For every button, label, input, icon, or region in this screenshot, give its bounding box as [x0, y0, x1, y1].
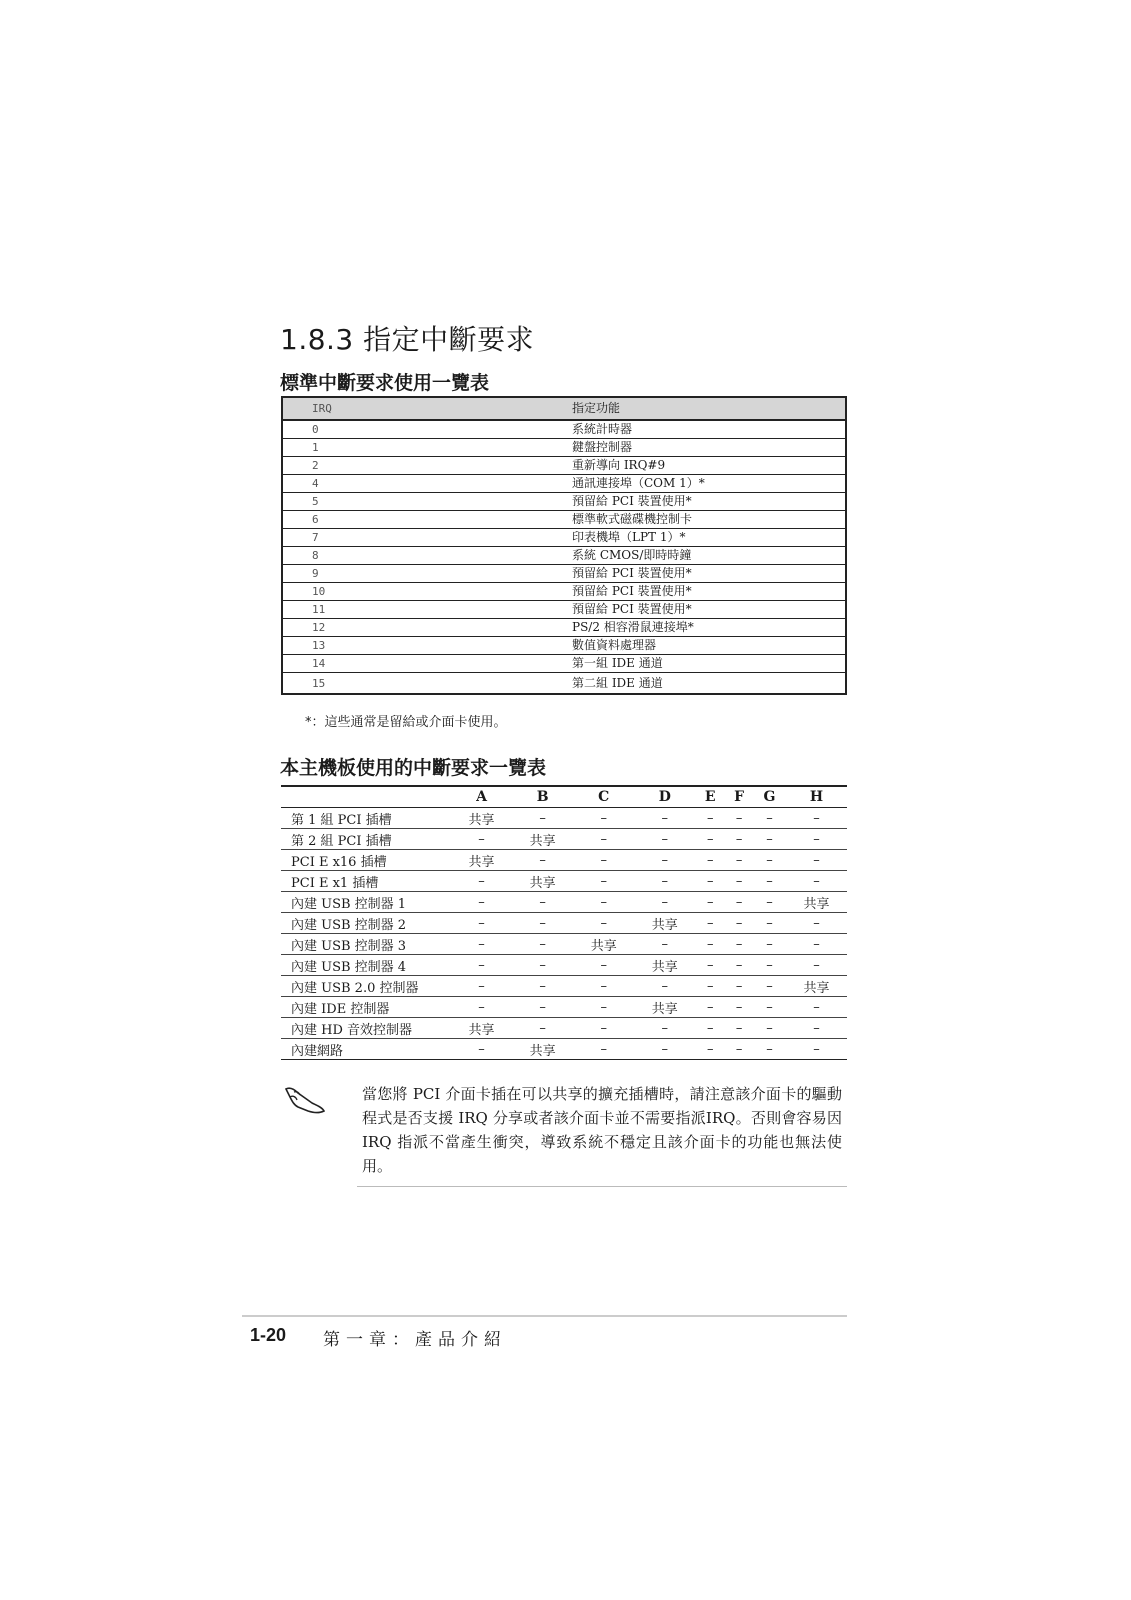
share-cell: – [695, 976, 725, 997]
irq-number-cell: 13 [282, 637, 542, 655]
share-cell: – [786, 934, 847, 955]
share-cell: – [753, 1039, 786, 1060]
irq-table-row [282, 655, 846, 673]
share-cell: – [634, 871, 695, 892]
device-name-cell: 內建網路 [281, 1039, 451, 1060]
device-name-cell: 內建 USB 控制器 1 [281, 892, 451, 913]
share-cell: – [725, 997, 753, 1018]
page-number: 1-20 [250, 1325, 287, 1345]
hand-pointing-icon [284, 1083, 326, 1115]
share-table-title: 本主機板使用的中斷要求一覽表 [280, 757, 547, 779]
share-cell: – [573, 808, 634, 829]
share-table-row [281, 808, 847, 829]
share-header-int: G [753, 786, 786, 808]
share-cell: – [695, 997, 725, 1018]
share-cell: – [725, 976, 753, 997]
share-cell: 共享 [573, 934, 634, 955]
share-table-row [281, 997, 847, 1018]
share-cell: – [512, 997, 573, 1018]
share-cell: – [634, 1018, 695, 1039]
share-table-row [281, 955, 847, 976]
share-cell: 共享 [451, 808, 512, 829]
device-name-cell: 內建 HD 音效控制器 [281, 1018, 451, 1039]
irq-function-cell: 數值資料處理器 [542, 637, 846, 655]
share-cell: – [786, 1018, 847, 1039]
share-cell: – [512, 913, 573, 934]
share-cell: – [573, 976, 634, 997]
irq-table-row [282, 547, 846, 565]
share-table-row [281, 850, 847, 871]
device-name-cell: 第 1 組 PCI 插槽 [281, 808, 451, 829]
irq-number-cell: 0 [282, 420, 542, 439]
irq-table-row [282, 475, 846, 493]
share-cell: 共享 [512, 1039, 573, 1060]
share-cell: – [451, 1039, 512, 1060]
share-cell: – [451, 955, 512, 976]
irq-table-row [282, 565, 846, 583]
device-name-cell: PCI E x16 插槽 [281, 850, 451, 871]
share-cell: – [725, 913, 753, 934]
share-cell: 共享 [786, 976, 847, 997]
share-cell: – [451, 976, 512, 997]
note-box [357, 1082, 847, 1187]
footer-divider [242, 1315, 847, 1317]
share-table-header-row [281, 786, 847, 808]
irq-number-cell: 15 [312, 676, 326, 690]
share-cell: – [786, 808, 847, 829]
share-cell: – [695, 1039, 725, 1060]
irq-table-row [282, 439, 846, 457]
share-table-row [281, 1039, 847, 1060]
irq-function-cell: 第二組 IDE 通道 [572, 675, 663, 690]
share-cell: – [695, 892, 725, 913]
irq-number-cell: 2 [282, 457, 542, 475]
share-header-int: C [573, 786, 634, 808]
irq-number-cell: 5 [282, 493, 542, 511]
device-name-cell: PCI E x1 插槽 [281, 871, 451, 892]
share-cell: – [573, 871, 634, 892]
share-cell: 共享 [512, 871, 573, 892]
irq-table-row [282, 583, 846, 601]
irq-table-row [282, 637, 846, 655]
share-cell: – [786, 829, 847, 850]
irq-number-cell: 1 [282, 439, 542, 457]
irq-table-row [282, 619, 846, 637]
share-header-int: F [725, 786, 753, 808]
share-table-row [281, 829, 847, 850]
share-cell: 共享 [451, 850, 512, 871]
share-cell: – [753, 808, 786, 829]
irq-table-header-row [282, 397, 846, 420]
share-cell: – [451, 892, 512, 913]
share-cell: – [786, 1039, 847, 1060]
share-header-int: H [786, 786, 847, 808]
share-cell: – [573, 1018, 634, 1039]
share-cell: – [695, 1018, 725, 1039]
share-cell: – [634, 1039, 695, 1060]
device-name-cell: 內建 USB 控制器 4 [281, 955, 451, 976]
share-cell: – [451, 913, 512, 934]
share-table-row [281, 1018, 847, 1039]
irq-number-cell: 11 [282, 601, 542, 619]
irq-table-row [282, 493, 846, 511]
share-cell: – [753, 829, 786, 850]
share-cell: – [451, 934, 512, 955]
share-cell: – [695, 955, 725, 976]
share-table-body [281, 808, 847, 1060]
share-header-int: D [634, 786, 695, 808]
share-cell: – [725, 850, 753, 871]
share-table-row [281, 892, 847, 913]
irq-number-cell: 6 [282, 511, 542, 529]
share-cell: – [753, 934, 786, 955]
irq-function-cell: 重新導向 IRQ#9 [542, 457, 846, 475]
irq-table [281, 396, 847, 695]
share-cell: – [634, 934, 695, 955]
share-cell: – [695, 829, 725, 850]
share-cell: – [786, 850, 847, 871]
irq-header-function: 指定功能 [542, 397, 846, 420]
irq-number-cell: 12 [282, 619, 542, 637]
irq-number-cell: 14 [282, 655, 542, 673]
irq-function-cell: 預留給 PCI 裝置使用* [542, 565, 846, 583]
irq-number-cell: 7 [282, 529, 542, 547]
share-cell: – [695, 808, 725, 829]
share-cell: – [753, 892, 786, 913]
share-cell: – [512, 976, 573, 997]
irq-footnote: *：這些通常是留給或介面卡使用。 [305, 715, 507, 730]
share-table-row [281, 934, 847, 955]
irq-function-cell: 系統 CMOS/即時時鐘 [542, 547, 846, 565]
share-cell: – [695, 934, 725, 955]
share-cell: 共享 [634, 997, 695, 1018]
share-cell: – [725, 934, 753, 955]
share-table-row [281, 913, 847, 934]
share-cell: – [786, 997, 847, 1018]
share-cell: – [634, 829, 695, 850]
share-cell: – [512, 955, 573, 976]
share-cell: – [573, 997, 634, 1018]
share-cell: – [573, 955, 634, 976]
share-cell: 共享 [634, 913, 695, 934]
share-cell: – [786, 913, 847, 934]
share-cell: – [451, 829, 512, 850]
device-name-cell: 內建 IDE 控制器 [281, 997, 451, 1018]
share-cell: – [753, 913, 786, 934]
share-cell: 共享 [451, 1018, 512, 1039]
share-cell: – [695, 913, 725, 934]
irq-function-cell: 預留給 PCI 裝置使用* [542, 493, 846, 511]
share-cell: – [512, 850, 573, 871]
share-cell: – [573, 829, 634, 850]
irq-function-cell: 預留給 PCI 裝置使用* [542, 601, 846, 619]
irq-function-cell: 系統計時器 [542, 420, 846, 439]
share-cell: 共享 [786, 892, 847, 913]
share-cell: – [725, 955, 753, 976]
device-name-cell: 內建 USB 控制器 3 [281, 934, 451, 955]
irq-number-cell: 10 [282, 583, 542, 601]
share-cell: – [634, 850, 695, 871]
share-cell: – [786, 871, 847, 892]
irq-table-row [282, 601, 846, 619]
share-cell: – [512, 808, 573, 829]
share-cell: – [753, 955, 786, 976]
share-cell: – [695, 871, 725, 892]
irq-table-row [282, 511, 846, 529]
device-name-cell: 內建 USB 控制器 2 [281, 913, 451, 934]
share-cell: – [512, 892, 573, 913]
irq-header-irq: IRQ [282, 397, 542, 420]
share-cell: – [695, 850, 725, 871]
device-name-cell: 第 2 組 PCI 插槽 [281, 829, 451, 850]
share-cell: – [725, 892, 753, 913]
irq-share-table [281, 785, 847, 1060]
irq-function-cell: PS/2 相容滑鼠連接埠* [542, 619, 846, 637]
irq-table-row [282, 457, 846, 475]
share-cell: 共享 [634, 955, 695, 976]
share-table-row [281, 976, 847, 997]
share-cell: – [725, 1039, 753, 1060]
share-header-int: A [451, 786, 512, 808]
irq-function-cell: 第一組 IDE 通道 [542, 655, 846, 673]
share-cell: – [451, 871, 512, 892]
share-cell: – [725, 808, 753, 829]
share-header-int: E [695, 786, 725, 808]
share-cell: – [512, 934, 573, 955]
share-cell: – [725, 1018, 753, 1039]
device-name-cell: 內建 USB 2.0 控制器 [281, 976, 451, 997]
share-cell: – [573, 850, 634, 871]
share-table-row [281, 871, 847, 892]
share-header-int: B [512, 786, 573, 808]
share-cell: – [573, 892, 634, 913]
irq-number-cell: 4 [282, 475, 542, 493]
irq-number-cell: 9 [282, 565, 542, 583]
share-cell: – [725, 871, 753, 892]
share-cell: – [512, 1018, 573, 1039]
irq-function-cell: 標準軟式磁碟機控制卡 [542, 511, 846, 529]
share-cell: – [753, 1018, 786, 1039]
chapter-title: 第一章：產品介紹 [323, 1330, 507, 1350]
share-header-device [281, 786, 451, 808]
share-cell: – [451, 997, 512, 1018]
irq-table-row [282, 673, 846, 695]
share-cell: – [573, 1039, 634, 1060]
share-cell: – [753, 850, 786, 871]
irq-function-cell: 鍵盤控制器 [542, 439, 846, 457]
irq-table-row [282, 420, 846, 439]
share-cell: – [634, 808, 695, 829]
share-cell: – [753, 871, 786, 892]
note-text: 當您將 PCI 介面卡插在可以共享的擴充插槽時，請注意該介面卡的驅動程式是否支援 IRQ 分享或者該介面卡並不需要指派IRQ。否則會容易因 IRQ 指派不當產生衝突，導致系統不穩定且該介面卡的功能也無法使用。 [362, 1085, 842, 1175]
irq-table-title: 標準中斷要求使用一覽表 [280, 372, 490, 394]
share-cell: – [725, 829, 753, 850]
share-cell: – [573, 913, 634, 934]
section-title: 1.8.3 指定中斷要求 [280, 323, 535, 356]
share-cell: – [753, 997, 786, 1018]
share-cell: 共享 [512, 829, 573, 850]
irq-table-body [282, 420, 846, 694]
irq-table-row [282, 529, 846, 547]
share-cell: – [634, 976, 695, 997]
share-cell: – [634, 892, 695, 913]
irq-number-cell: 8 [282, 547, 542, 565]
irq-function-cell: 預留給 PCI 裝置使用* [542, 583, 846, 601]
irq-function-cell: 印表機埠（LPT 1）* [542, 529, 846, 547]
share-cell: – [753, 976, 786, 997]
irq-function-cell: 通訊連接埠（COM 1）* [542, 475, 846, 493]
share-cell: – [786, 955, 847, 976]
